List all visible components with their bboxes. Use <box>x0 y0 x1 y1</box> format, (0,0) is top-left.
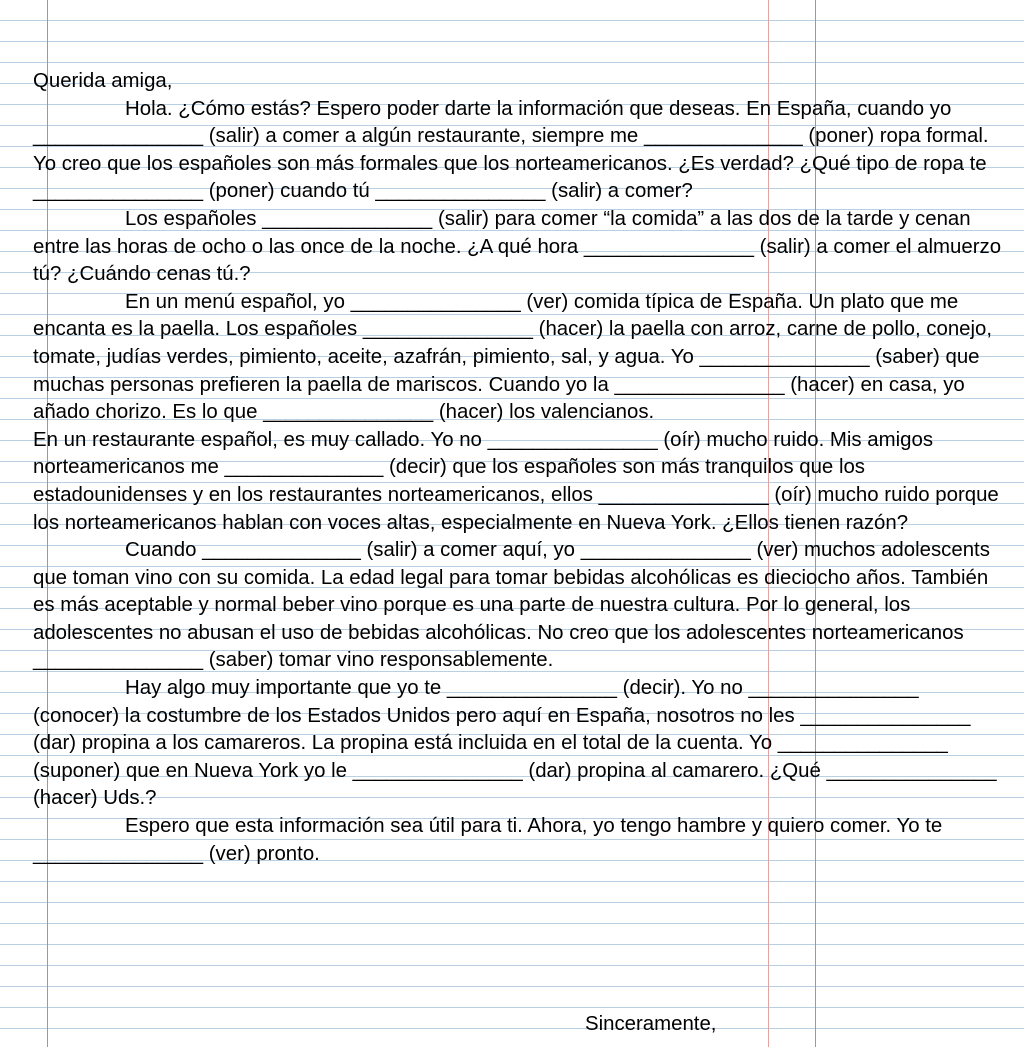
closing: Sinceramente, <box>585 1013 717 1035</box>
paragraph-3: En un menú español, yo _______________ (ver) comida típica de España. Un plato que me encanta es la paella. Los españoles _______________ (hacer) la paella con arroz, carne de pollo, conejo, tomate, judías verdes, pimiento, aceite, azafrán, pimiento, sal, y agua. Yo _______________ (saber) que muchas personas prefieren la paella de mariscos. Cuando yo la _______________ (hacer) en casa, yo añado chorizo. Es lo que _______________ (hacer) los valencianos. <box>33 290 993 424</box>
paragraph-7: Espero que esta información sea útil para ti. Ahora, yo tengo hambre y quiero comer. Yo te _______________ (ver) pronto. <box>33 815 943 865</box>
paragraph-6: Hay algo muy importante que yo te _______________ (decir). Yo no _______________ (conocer) la costumbre de los Estados Unidos pero aquí en España, nosotros no les _______________ (dar) propina a los camareros. La propina está incluida en el total de la cuenta. Yo _______________ (suponer) que en Nueva York yo le _______________ (dar) propina al camarero. ¿Qué _______________ (hacer) Uds.? <box>33 677 997 810</box>
paragraph-2: Los españoles _______________ (salir) para comer “la comida” a las dos de la tarde y cenan entre las horas de ocho o las once de la noche. ¿A qué hora _______________ (salir) a comer el almuerzo tú? ¿Cuándo cenas tú.? <box>33 207 1002 286</box>
paragraph-5: Cuando ______________ (salir) a comer aquí, yo _______________ (ver) muchos adolescents que toman vino con su comida. La edad legal para tomar bebidas alcohólicas es dieciocho años. También es más aceptable y normal beber vino porque es una parte de nuestra cultura. Por lo general, los adolescentes no abusan el uso de bebidas alcohólicas. No creo que los adolescentes norteamericanos _______________ (saber) tomar vino responsablemente. <box>33 539 990 672</box>
greeting: Querida amiga, <box>33 70 173 92</box>
paragraph-1: Hola. ¿Cómo estás? Espero poder darte la información que deseas. En España, cuando yo _______________ (salir) a comer a algún restaurante, siempre me ______________ (poner) ropa formal. Yo creo que los españoles son más formales que los norteamericanos. ¿Es verdad? ¿Qué tipo de ropa te _______________ (poner) cuando tú _______________ (salir) a comer? <box>33 97 989 203</box>
paragraph-4: En un restaurante español, es muy callado. Yo no _______________ (oír) mucho ruido. Mis amigos norteamericanos me ______________ (decir) que los españoles son más tranquilos que los estadounidenses y en los restaurantes norteamericanos, ellos _______________ (oír) mucho ruido porque los norteamericanos hablan con voces altas, especialmente en Nueva York. ¿Ellos tienen razón? <box>33 428 999 534</box>
letter-body <box>33 68 1008 868</box>
